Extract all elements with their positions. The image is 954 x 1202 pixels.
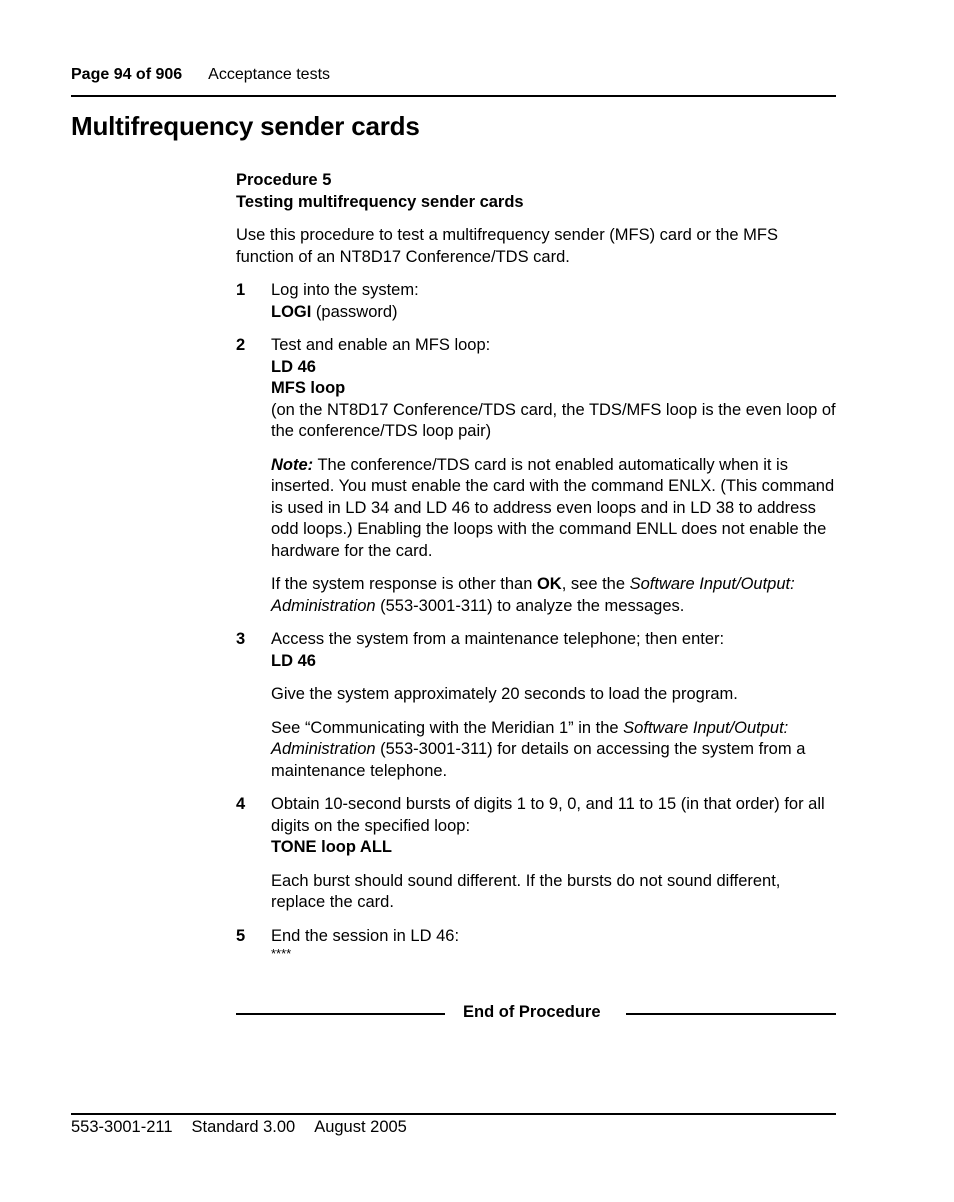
command: LOGI [271,302,312,321]
procedure-body [236,170,836,973]
command: TONE loop ALL [271,838,392,856]
text-run: (553-3001-311) to analyze the messages. [375,596,685,615]
command: LD 46 [271,357,316,376]
procedure-heading [236,170,836,213]
step-number: 5 [236,926,246,945]
divider-left [236,1013,445,1015]
step-text: End the session in LD 46: [271,926,460,945]
document-reference: Software Input/Output: Administration [271,575,795,615]
end-of-procedure [236,1003,836,1025]
header-rule [71,95,836,97]
step-4 [236,794,836,914]
footer-rule [71,1113,836,1115]
page-header [71,66,330,84]
command-suffix: (password) [311,302,398,321]
step-number: 1 [236,281,246,299]
end-label: End of Procedure [463,1003,601,1021]
standard-version: Standard 3.00 [191,1118,296,1136]
text-run: See “Communicating with the Meridian 1” in the [271,718,624,737]
page-footer [71,1118,426,1137]
section-name: Acceptance tests [208,66,331,83]
document-reference: Software Input/Output: Administration [271,718,789,758]
text-run: , see the [561,575,630,593]
note-text: The conference/TDS card is not enabled automatically when it is inserted. You must enable the card with the command ENLX. (This command is used in LD 34 and LD 46 to address even loops and in LD 38 to address odd loops.) Enabling the loops with the command ENLL does not enable the hardware for the card. [271,455,835,560]
step-detail: (on the NT8D17 Conference/TDS card, the TDS/MFS loop is the even loop of the conference/TDS loop pair) [271,400,836,440]
step-number: 4 [236,795,246,813]
command: LD 46 [271,651,316,670]
step-paragraph: Give the system approximately 20 seconds to load the program. [271,685,738,703]
step-number: 2 [236,336,246,354]
step-3 [236,629,836,782]
see-paragraph [271,718,836,783]
command: MFS loop [271,379,346,397]
procedure-intro: Use this procedure to test a multifrequency sender (MFS) card or the MFS function of an NT8D17 Conference/TDS card. [236,226,778,266]
step-text: Access the system from a maintenance telephone; then enter: [271,630,725,648]
note-label: Note: [271,455,314,474]
procedure-number: Procedure 5 [236,171,332,189]
step-2 [236,335,836,617]
text-run: (553-3001-311) for details on accessing the system from a maintenance telephone. [271,740,806,780]
ok-response: OK [536,575,562,593]
step-1 [236,280,836,323]
page-title: Multifrequency sender cards [71,111,420,141]
command: **** [271,946,292,961]
procedure-name: Testing multifrequency sender cards [236,192,524,211]
divider-right [626,1013,836,1015]
note [271,455,836,563]
step-text: Obtain 10-second bursts of digits 1 to 9, 0, and 11 to 15 (in that order) for all digits on the specified loop: [271,795,825,835]
page-number: Page 94 of 906 [71,66,183,83]
response-paragraph [271,574,836,617]
publication-date: August 2005 [314,1118,407,1136]
step-number: 3 [236,630,246,648]
text-run: If the system response is other than [271,575,537,593]
step-5 [236,926,836,962]
command-line [271,302,836,324]
document-number: 553-3001-211 [71,1118,173,1136]
step-text: Log into the system: [271,281,419,299]
step-paragraph: Each burst should sound different. If the bursts do not sound different, replace the card. [271,871,781,911]
step-text: Test and enable an MFS loop: [271,336,491,354]
